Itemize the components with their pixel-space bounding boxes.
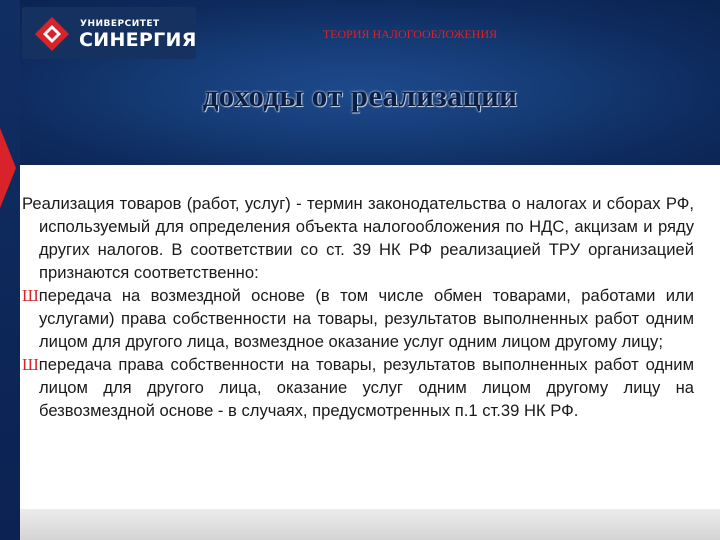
body-text [22, 192, 694, 422]
bullet-marker: Ш [22, 286, 39, 305]
content-panel [20, 165, 720, 509]
list-item [22, 284, 694, 353]
slide-title: доходы от реализации [202, 78, 518, 113]
list-item-text: передача на возмездной основе (в том числе обмен товарами, работами или услугами) права собственности на товары, результатов выполненных работ одним лицом для другого лица, возмездное оказание услуг одним лицом другому лицу; [38, 286, 694, 351]
footer-bar [20, 509, 720, 540]
intro-text: Реализация товаров (работ, услуг) - термин законодательства о налогах и сборах РФ, используемый для определения объекта налогообложения по НДС, акцизам и ряду других налогов. В соответствии со ст. 39 НК РФ реализацией ТРУ организацией признаются соответственно: [22, 194, 694, 282]
list-item-text: передача права собственности на товары, результатов выполненных работ одним лицом для другого лица, оказание услуг одним лицом другому лицу на безвозмездной основе - в случаях, предусмотренных п.1 ст.39 НК РФ. [38, 355, 694, 420]
list-item [22, 353, 694, 422]
intro-paragraph [22, 192, 694, 284]
university-logo [22, 7, 196, 59]
bullet-marker: Ш [22, 355, 39, 374]
course-title: ТЕОРИЯ НАЛОГООБЛОЖЕНИЯ [322, 27, 498, 41]
synergy-logo-icon [34, 16, 70, 52]
red-chevron-decoration [0, 128, 16, 208]
logo-line-2: СИНЕРГИЯ [79, 29, 197, 51]
logo-line-1: УНИВЕРСИТЕТ [80, 19, 160, 29]
